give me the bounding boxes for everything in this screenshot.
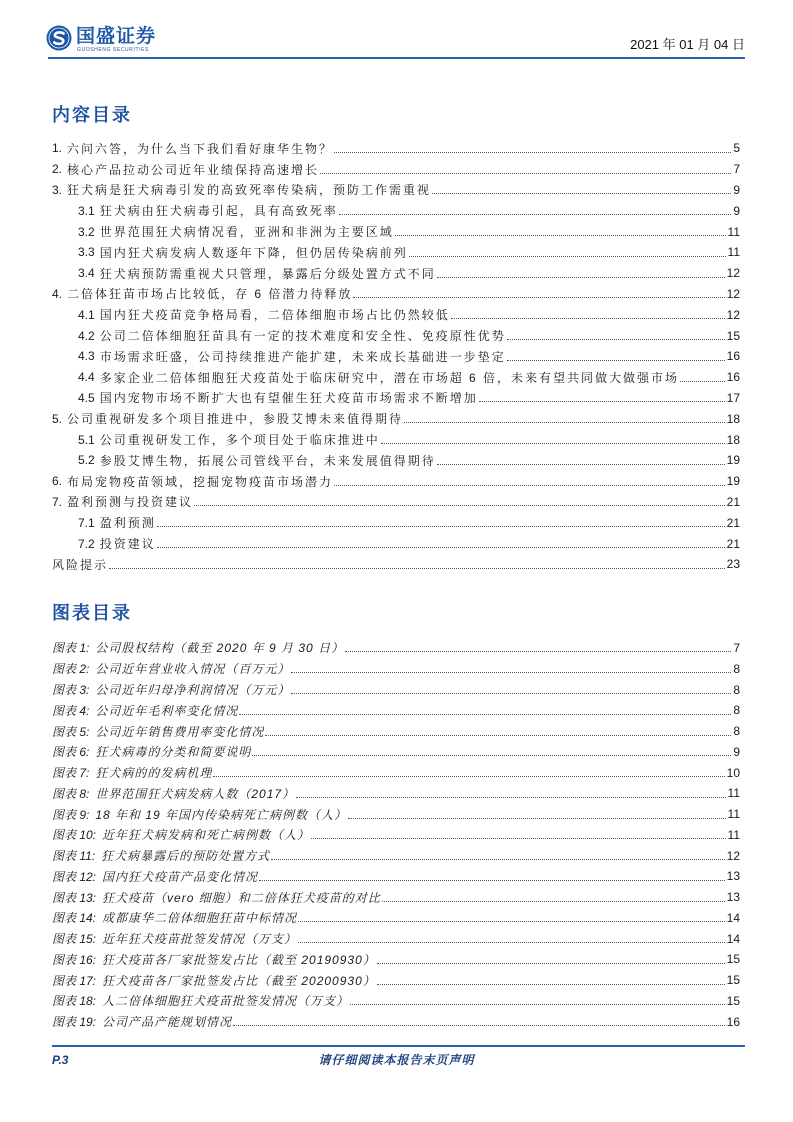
figure-entry[interactable]: [52, 887, 740, 908]
toc-entry[interactable]: [52, 180, 740, 201]
figure-title: 国内狂犬疫苗产品变化情况: [102, 869, 259, 884]
figure-entry[interactable]: [52, 928, 740, 949]
figure-title: 狂犬病毒的分类和简要说明: [95, 745, 252, 760]
toc-entry-title: 六问六答，为什么当下我们看好康华生物？: [67, 141, 334, 156]
toc-entry-title: 核心产品拉动公司近年业绩保持高速增长: [67, 162, 320, 177]
dot-leader: [233, 1025, 725, 1026]
toc-entry-page: 21: [726, 515, 740, 530]
dot-leader: [382, 901, 725, 902]
toc-entry-page: 5: [733, 141, 740, 156]
figure-entry[interactable]: [52, 866, 740, 887]
figure-entry[interactable]: [52, 991, 740, 1012]
toc-entry-number: 4.3: [78, 349, 95, 364]
toc-entry-number: 4.5: [78, 390, 95, 405]
figure-title: 人二倍体细胞狂犬疫苗批签发情况（万支）: [102, 994, 350, 1009]
dot-leader: [381, 443, 725, 444]
toc-entry-number: 7.: [52, 494, 63, 509]
dot-leader: [437, 277, 725, 278]
toc-entry-page: 17: [726, 390, 740, 405]
dot-leader: [265, 735, 731, 736]
figure-page: 12: [726, 848, 740, 863]
figures-title: 图表目录: [52, 603, 132, 623]
toc-entry-title: 狂犬病预防需重视犬只管理，暴露后分级处置方式不同: [99, 266, 436, 281]
toc-subentry[interactable]: [52, 367, 740, 388]
toc-entry[interactable]: [52, 159, 740, 180]
figure-page: 8: [733, 724, 740, 739]
figure-title: 成都康华二倍体细胞狂苗中标情况: [102, 911, 298, 926]
figure-title: 狂犬疫苗各厂家批签发占比（截至 20200930）: [102, 973, 376, 988]
toc-entry-title: 盈利预测: [99, 516, 156, 531]
dot-leader: [507, 360, 725, 361]
dot-leader: [298, 942, 725, 943]
figure-page: 14: [726, 910, 740, 925]
figure-page: 15: [726, 952, 740, 967]
dot-leader: [507, 339, 725, 340]
toc-entry-page: 9: [733, 203, 740, 218]
figure-entry[interactable]: [52, 783, 740, 804]
toc-entry-number: 2.: [52, 162, 63, 177]
figure-entry[interactable]: [52, 1011, 740, 1032]
toc-entry-title: 风险提示: [52, 557, 109, 572]
figure-entry[interactable]: [52, 824, 740, 845]
figure-label: 图表 7:: [52, 766, 90, 781]
toc-entry-page: 12: [726, 307, 740, 322]
toc-entry-page: 18: [726, 411, 740, 426]
toc-entry-number: 7.1: [78, 515, 95, 530]
toc-subentry[interactable]: [52, 429, 740, 450]
figure-label: 图表 11:: [52, 849, 96, 864]
dot-leader: [194, 505, 725, 506]
toc-entry-page: 12: [726, 266, 740, 281]
toc-entry-page: 21: [726, 494, 740, 509]
figure-entry[interactable]: [52, 949, 740, 970]
figure-page: 11: [727, 827, 740, 842]
figure-page: 11: [727, 786, 740, 801]
figure-label: 图表 14:: [52, 911, 97, 926]
dot-leader: [479, 401, 725, 402]
figure-page: 15: [726, 993, 740, 1008]
dot-leader: [291, 672, 731, 673]
figure-label: 图表 18:: [52, 994, 97, 1009]
toc-entry-page: 19: [726, 474, 740, 489]
dot-leader: [311, 838, 725, 839]
dot-leader: [157, 547, 725, 548]
figure-label: 图表 2:: [52, 662, 90, 677]
toc-subentry[interactable]: [52, 450, 740, 471]
figure-entry[interactable]: [52, 908, 740, 929]
toc-entry-page: 12: [726, 286, 740, 301]
toc-entry-risk[interactable]: [52, 554, 740, 575]
toc-subentry[interactable]: [52, 200, 740, 221]
figure-label: 图表 6:: [52, 745, 90, 760]
figure-label: 图表 19:: [52, 1015, 97, 1030]
dot-leader: [395, 235, 726, 236]
figure-page: 9: [733, 744, 740, 759]
figure-label: 图表 4:: [52, 703, 90, 718]
figures-list: [52, 638, 740, 1033]
figure-label: 图表 8:: [52, 786, 90, 801]
toc-entry-title: 世界范围狂犬病情况看，亚洲和非洲为主要区域: [99, 225, 394, 240]
dot-leader: [291, 693, 731, 694]
figure-label: 图表 5:: [52, 724, 90, 739]
toc-entry-title: 投资建议: [99, 537, 156, 552]
figure-entry[interactable]: [52, 679, 740, 700]
toc-entry-title: 盈利预测与投资建议: [67, 495, 194, 510]
figure-title: 近年狂犬疫苗批签发情况（万支）: [102, 932, 298, 947]
figure-title: 狂犬病暴露后的预防处置方式: [101, 849, 271, 864]
logo-name: 国盛证券: [76, 26, 157, 47]
figure-label: 图表 17:: [52, 973, 97, 988]
toc-entry-title: 市场需求旺盛，公司持续推进产能扩建，未来成长基础进一步垫定: [99, 349, 506, 364]
dot-leader: [213, 776, 724, 777]
figure-label: 图表 13:: [52, 890, 97, 905]
toc-subentry[interactable]: [52, 388, 740, 409]
toc-entry-title: 多家企业二倍体细胞狂犬疫苗处于临床研究中，潜在市场超 6 倍，未来有望共同做大做强市场: [99, 370, 680, 385]
figure-page: 10: [726, 765, 740, 780]
toc-entry[interactable]: [52, 471, 740, 492]
figure-entry[interactable]: [52, 845, 740, 866]
toc-subentry[interactable]: [52, 242, 740, 263]
dot-leader: [432, 193, 731, 194]
toc-entry[interactable]: [52, 138, 740, 159]
figure-title: 公司近年营业收入情况（百万元）: [95, 662, 291, 677]
dot-leader: [334, 152, 731, 153]
figure-page: 8: [733, 682, 740, 697]
figure-page: 11: [727, 807, 740, 822]
figure-page: 15: [726, 973, 740, 988]
toc-entry-number: 5.2: [78, 453, 95, 468]
figure-title: 世界范围狂犬病发病人数（2017）: [95, 786, 296, 801]
dot-leader: [409, 256, 726, 257]
dot-leader: [271, 859, 724, 860]
figure-entry[interactable]: [52, 741, 740, 762]
figure-page: 8: [733, 661, 740, 676]
report-date: 2021 年 01 月 04 日: [630, 37, 745, 52]
toc-subentry[interactable]: [52, 304, 740, 325]
dot-leader: [451, 318, 725, 319]
toc-entry-number: 4.2: [78, 328, 95, 343]
dot-leader: [377, 963, 725, 964]
toc-entry-number: 1.: [52, 141, 63, 156]
disclaimer-notice: 请仔细阅读本报告末页声明: [318, 1053, 475, 1067]
toc-entry[interactable]: [52, 492, 740, 513]
dot-leader: [259, 880, 725, 881]
toc-entry-page: 16: [726, 370, 740, 385]
toc-entry-page: 23: [726, 557, 740, 572]
toc-entry-page: 15: [726, 328, 740, 343]
toc-entry-page: 18: [726, 432, 740, 447]
toc-title: 内容目录: [52, 105, 132, 125]
toc-entry-number: 5.1: [78, 432, 95, 447]
toc-entry-title: 布局宠物疫苗领域，挖掘宠物疫苗市场潜力: [67, 474, 334, 489]
figure-page: 14: [726, 931, 740, 946]
dot-leader: [348, 818, 725, 819]
figure-title: 公司近年销售费用率变化情况: [95, 724, 265, 739]
toc-entry-number: 4.: [52, 286, 63, 301]
figure-entry[interactable]: [52, 658, 740, 679]
figure-label: 图表 9:: [52, 807, 90, 822]
figure-title: 狂犬疫苗（vero 细胞）和二倍体狂犬疫苗的对比: [102, 890, 381, 905]
figure-page: 13: [726, 869, 740, 884]
figure-label: 图表 16:: [52, 952, 97, 967]
toc-entry-number: 3.2: [78, 224, 95, 239]
toc-entry-page: 16: [726, 349, 740, 364]
figure-title: 公司近年归母净利润情况（万元）: [95, 683, 291, 697]
figure-label: 图表 12:: [52, 869, 97, 884]
page-number: P.3: [52, 1053, 69, 1067]
dot-leader: [298, 921, 725, 922]
toc-entry-page: 9: [733, 182, 740, 197]
figure-title: 狂犬疫苗各厂家批签发占比（截至 20190930）: [102, 952, 376, 967]
figure-title: 18 年和 19 年国内传染病死亡病例数（人）: [95, 807, 348, 822]
toc-entry-number: 3.3: [78, 245, 95, 260]
toc-entry[interactable]: [52, 284, 740, 305]
toc-list: [52, 138, 740, 575]
toc-entry-number: 3.: [52, 182, 63, 197]
figure-entry[interactable]: [52, 721, 740, 742]
toc-entry-title: 国内宠物市场不断扩大也有望催生狂犬疫苗市场需求不断增加: [99, 391, 478, 406]
dot-leader: [157, 526, 725, 527]
toc-entry-page: 19: [726, 453, 740, 468]
dot-leader: [437, 464, 725, 465]
figure-title: 公司产品产能规划情况: [102, 1015, 233, 1030]
dot-leader: [345, 651, 731, 652]
footer-rule: [52, 1045, 745, 1047]
dot-leader: [334, 485, 725, 486]
figure-entry[interactable]: [52, 804, 740, 825]
figure-label: 图表 3:: [52, 683, 90, 697]
dot-leader: [109, 568, 725, 569]
toc-entry-title: 公司二倍体细胞狂苗具有一定的技术难度和安全性、免疫原性优势: [99, 329, 506, 344]
toc-entry-title: 国内狂犬病发病人数逐年下降，但仍居传染病前列: [99, 245, 408, 260]
toc-entry-number: 3.1: [78, 203, 95, 218]
toc-subentry[interactable]: [52, 512, 740, 533]
figure-entry[interactable]: [52, 970, 740, 991]
toc-entry-number: 4.1: [78, 307, 95, 322]
toc-entry-title: 公司重视研发多个项目推进中，参股艾博未来值得期待: [67, 412, 404, 427]
dot-leader: [339, 214, 732, 215]
dot-leader: [252, 755, 731, 756]
toc-subentry[interactable]: [52, 221, 740, 242]
figure-page: 16: [726, 1014, 740, 1029]
dot-leader: [320, 173, 731, 174]
toc-subentry[interactable]: [52, 263, 740, 284]
toc-entry[interactable]: [52, 408, 740, 429]
figure-title: 狂犬病的的发病机理: [95, 766, 213, 781]
figure-title: 公司股权结构（截至 2020 年 9 月 30 日）: [95, 641, 345, 656]
toc-entry-title: 二倍体狂苗市场占比较低，存 6 倍潜力待释放: [67, 287, 353, 302]
dot-leader: [680, 381, 725, 382]
guosheng-logo-icon: [46, 25, 72, 51]
toc-entry-number: 5.: [52, 411, 63, 426]
figure-label: 图表 15:: [52, 932, 97, 947]
dot-leader: [353, 297, 724, 298]
dot-leader: [377, 984, 725, 985]
dot-leader: [239, 714, 731, 715]
toc-entry-number: 6.: [52, 474, 63, 489]
dot-leader: [296, 797, 725, 798]
toc-entry-number: 3.4: [78, 266, 95, 281]
toc-subentry[interactable]: [52, 533, 740, 554]
figure-page: 13: [726, 890, 740, 905]
logo-english-name: GUOSHENG SECURITIES: [77, 47, 149, 53]
toc-entry-page: 7: [733, 162, 740, 177]
figure-page: 8: [733, 703, 740, 718]
toc-entry-page: 11: [727, 224, 740, 239]
figure-label: 图表 10:: [52, 828, 97, 843]
toc-entry-title: 狂犬病由狂犬病毒引起，具有高致死率: [99, 204, 338, 219]
toc-entry-title: 狂犬病是狂犬病毒引发的高致死率传染病，预防工作需重视: [67, 183, 432, 198]
toc-entry-title: 国内狂犬疫苗竞争格局看，二倍体细胞市场占比仍然较低: [99, 308, 450, 323]
dot-leader: [350, 1004, 725, 1005]
toc-entry-number: 4.4: [78, 370, 95, 385]
figure-entry[interactable]: [52, 700, 740, 721]
figure-entry[interactable]: [52, 638, 740, 659]
figure-page: 7: [733, 640, 740, 655]
toc-entry-page: 21: [726, 536, 740, 551]
toc-entry-title: 参股艾博生物，拓展公司管线平台，未来发展值得期待: [99, 453, 436, 468]
header-rule: [48, 57, 745, 59]
toc-entry-number: 7.2: [78, 536, 95, 551]
dot-leader: [404, 422, 725, 423]
toc-entry-page: 11: [727, 245, 740, 260]
figure-label: 图表 1:: [52, 641, 90, 656]
figure-title: 公司近年毛利率变化情况: [95, 703, 239, 718]
toc-subentry[interactable]: [52, 346, 740, 367]
figure-title: 近年狂犬病发病和死亡病例数（人）: [102, 828, 311, 843]
toc-subentry[interactable]: [52, 325, 740, 346]
toc-entry-title: 公司重视研发工作，多个项目处于临床推进中: [99, 433, 380, 448]
figure-entry[interactable]: [52, 762, 740, 783]
